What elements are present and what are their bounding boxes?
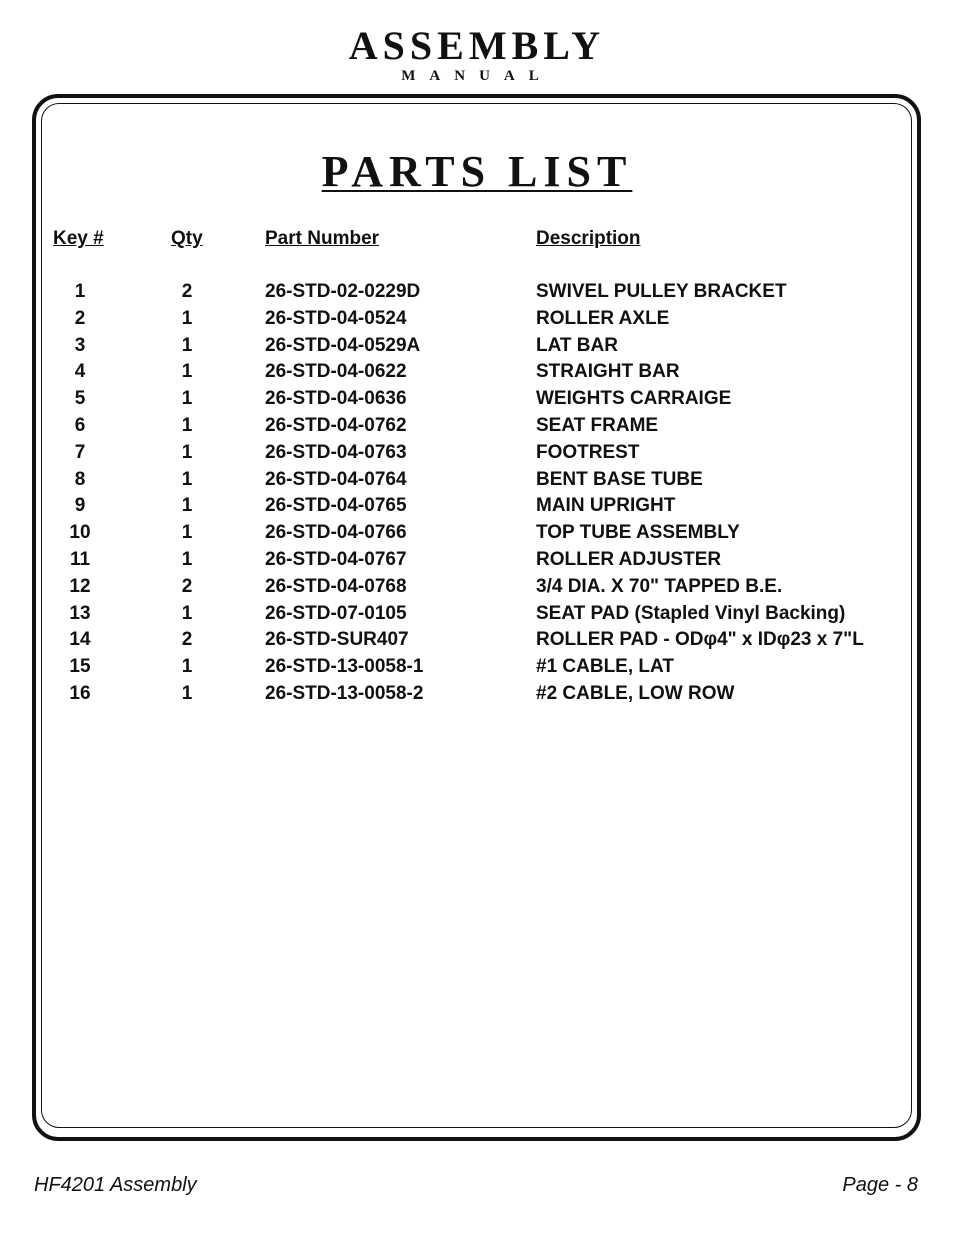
cell-key: 10 [69,522,91,544]
cell-part-number: 26-STD-04-0524 [265,307,407,329]
cell-qty: 1 [181,682,193,704]
cell-key: 11 [69,548,91,570]
cell-key: 3 [74,334,86,356]
cell-key: 9 [74,495,86,517]
cell-part-number: 26-STD-04-0765 [265,495,407,517]
table-row [0,281,954,308]
table-row [0,335,954,362]
column-header-qty: Qty [171,228,203,249]
cell-description: #1 CABLE, LAT [536,656,674,678]
cell-part-number: 26-STD-04-0762 [265,414,407,436]
cell-key: 12 [69,575,91,597]
table-row [0,522,954,549]
cell-description: ROLLER ADJUSTER [536,548,722,570]
cell-description: #2 CABLE, LOW ROW [536,682,735,704]
cell-qty: 2 [181,281,193,302]
cell-qty: 1 [181,414,193,436]
cell-part-number: 26-STD-04-0766 [265,522,407,544]
cell-qty: 1 [181,334,193,356]
cell-key: 16 [69,682,91,704]
table-row [0,361,954,388]
cell-key: 2 [74,307,86,329]
cell-qty: 1 [181,361,193,383]
cell-part-number: 26-STD-04-0622 [265,361,407,383]
cell-key: 1 [74,281,86,302]
table-row [0,415,954,442]
footer-document-name: HF4201 Assembly [34,1174,197,1196]
cell-part-number: 26-STD-04-0767 [265,548,407,570]
cell-part-number: 26-STD-04-0768 [265,575,407,597]
cell-part-number: 26-STD-04-0763 [265,441,407,463]
cell-key: 6 [74,414,86,436]
cell-description: SEAT PAD (Stapled Vinyl Backing) [536,602,846,624]
cell-description: SEAT FRAME [536,414,659,436]
cell-part-number: 26-STD-07-0105 [265,602,407,624]
table-row [0,495,954,522]
cell-key: 15 [69,656,91,678]
cell-qty: 1 [181,307,193,329]
cell-part-number: 26-STD-13-0058-2 [265,682,424,704]
cell-key: 14 [69,629,91,651]
cell-description: TOP TUBE ASSEMBLY [536,522,740,544]
cell-qty: 1 [181,522,193,544]
cell-qty: 1 [181,548,193,570]
document-header-subtitle: MANUAL [401,68,553,84]
cell-part-number: 26-STD-04-0529A [265,334,421,356]
cell-key: 7 [74,441,86,463]
cell-part-number: 26-STD-13-0058-1 [265,656,424,678]
table-row [0,629,954,656]
table-row [0,442,954,469]
column-header-key: Key # [53,228,104,249]
cell-qty: 2 [181,629,193,651]
document-header-title: ASSEMBLY [348,23,606,68]
cell-part-number: 26-STD-SUR407 [265,629,409,651]
cell-description: 3/4 DIA. X 70" TAPPED B.E. [536,575,783,597]
footer-page-number: Page - 8 [842,1174,918,1196]
cell-key: 5 [74,388,86,410]
cell-qty: 1 [181,468,193,490]
table-row [0,388,954,415]
parts-table-body [0,281,954,710]
cell-part-number: 26-STD-02-0229D [265,281,421,302]
cell-qty: 1 [181,656,193,678]
cell-description: ROLLER PAD - ODφ4" x IDφ23 x 7"L [536,629,864,651]
cell-key: 13 [69,602,91,624]
page-title-text: PARTS LIST [321,147,633,196]
cell-description: WEIGHTS CARRAIGE [536,388,732,410]
cell-qty: 2 [181,575,193,597]
cell-part-number: 26-STD-04-0764 [265,468,407,490]
cell-description: SWIVEL PULLEY BRACKET [536,281,787,302]
cell-description: MAIN UPRIGHT [536,495,676,517]
table-row [0,576,954,603]
cell-description: FOOTREST [536,441,640,463]
cell-description: LAT BAR [536,334,618,356]
cell-key: 8 [74,468,86,490]
table-row [0,469,954,496]
table-row [0,549,954,576]
column-header-description: Description [536,228,641,249]
table-row [0,603,954,630]
cell-description: STRAIGHT BAR [536,361,680,383]
page-title [0,147,954,196]
cell-part-number: 26-STD-04-0636 [265,388,407,410]
cell-description: BENT BASE TUBE [536,468,703,490]
cell-qty: 1 [181,388,193,410]
table-row [0,308,954,335]
table-row [0,656,954,683]
cell-qty: 1 [181,602,193,624]
cell-qty: 1 [181,495,193,517]
table-row [0,683,954,710]
cell-key: 4 [74,361,86,383]
cell-description: ROLLER AXLE [536,307,670,329]
column-header-part-number: Part Number [265,228,380,249]
cell-qty: 1 [181,441,193,463]
